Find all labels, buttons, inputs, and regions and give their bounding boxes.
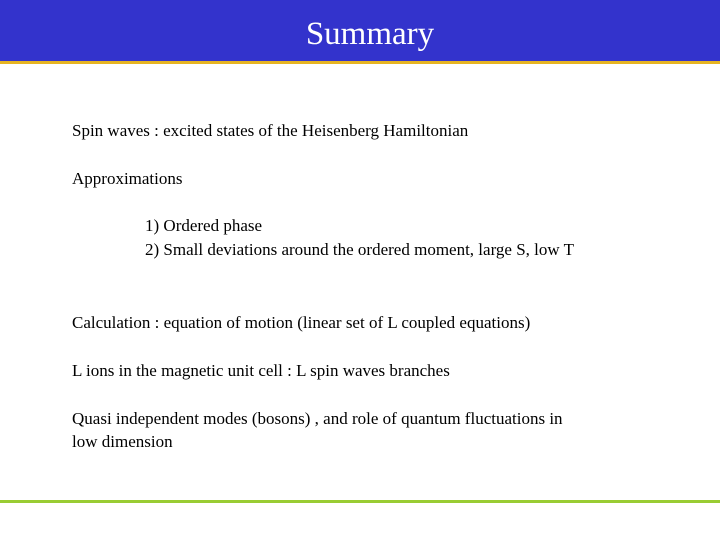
body-line-small-deviations: 2) Small deviations around the ordered moment, large S, low T xyxy=(145,240,575,259)
body-line-calculation: Calculation : equation of motion (linear set of L coupled equations) xyxy=(72,313,531,332)
bottom-rule xyxy=(0,500,720,503)
slide-title: Summary xyxy=(305,16,435,52)
body-line-low-dimension: low dimension xyxy=(72,432,173,451)
body-line-ordered-phase: 1) Ordered phase xyxy=(145,216,263,235)
body-line-l-ions: L ions in the magnetic unit cell : L spin waves branches xyxy=(72,361,450,380)
body-line-approximations: Approximations xyxy=(72,169,183,188)
body-line-spin-waves: Spin waves : excited states of the Heisenberg Hamiltonian xyxy=(72,121,469,140)
title-bar xyxy=(0,0,720,64)
body-line-quasi-independent: Quasi independent modes (bosons) , and role of quantum fluctuations in xyxy=(72,409,563,428)
